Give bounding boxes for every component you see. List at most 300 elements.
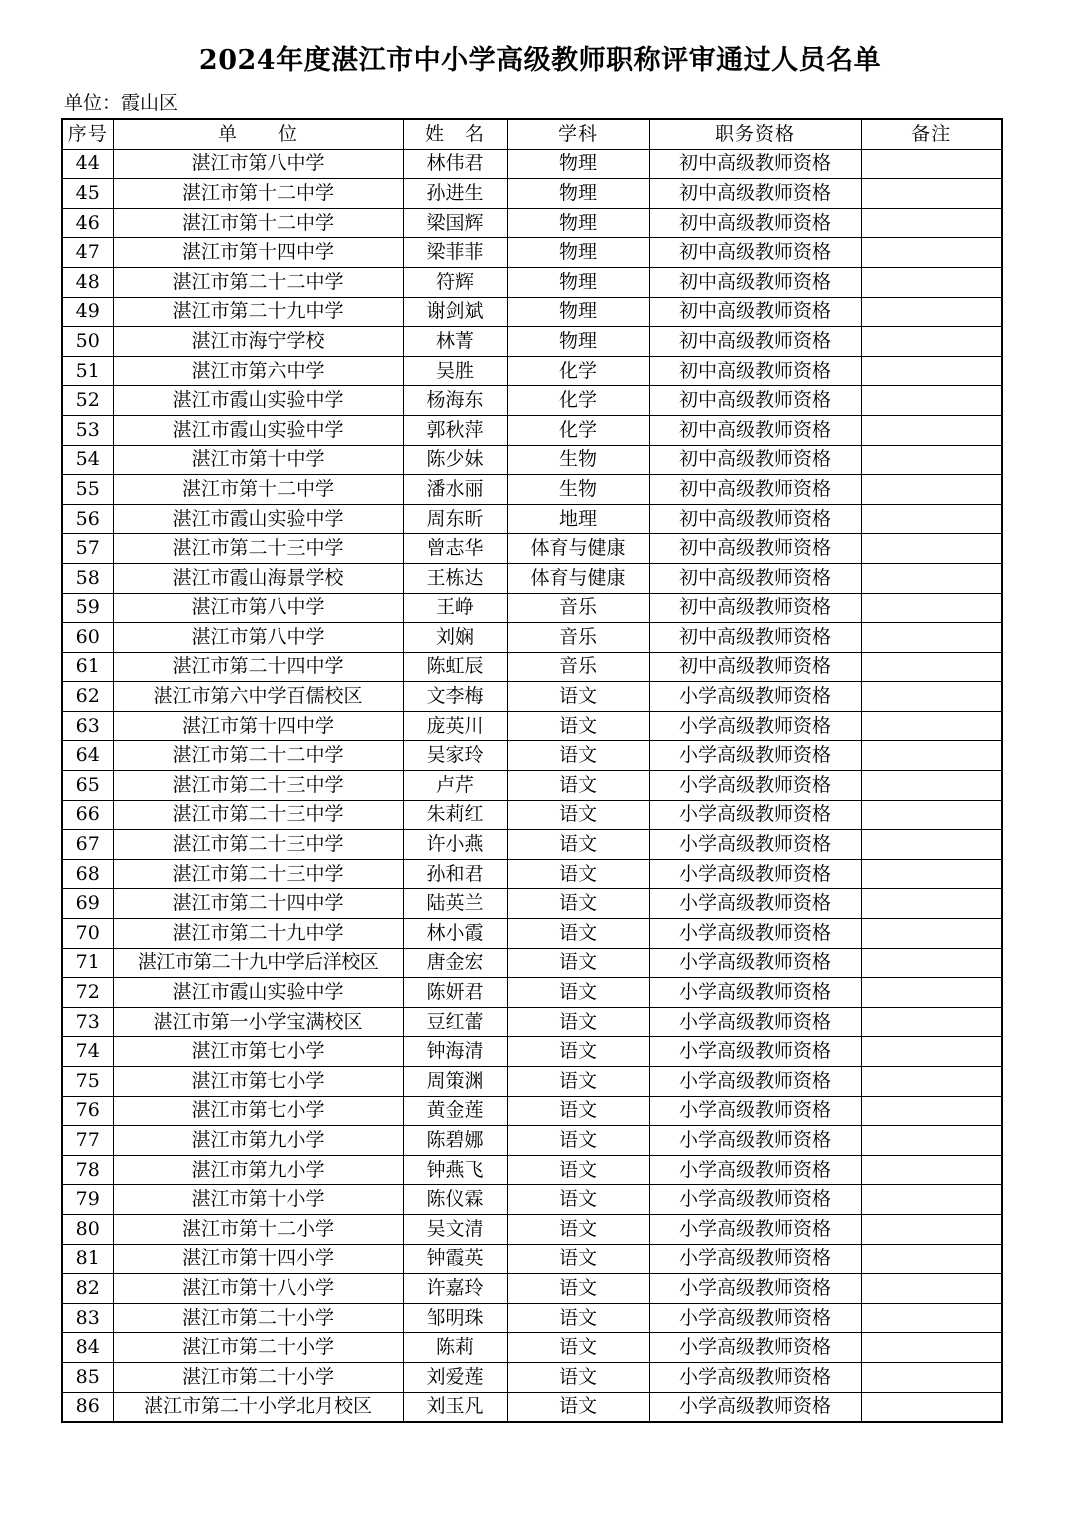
- subject-cell: 音乐: [507, 593, 649, 623]
- name-cell: 许小燕: [403, 830, 507, 860]
- name-cell: 梁国辉: [403, 208, 507, 238]
- note-cell: [861, 534, 1002, 564]
- subject-cell: 语文: [507, 1155, 649, 1185]
- name-cell: 谢剑斌: [403, 297, 507, 327]
- name-cell: 邹明珠: [403, 1303, 507, 1333]
- note-cell: [861, 948, 1002, 978]
- qualification-cell: 初中高级教师资格: [649, 179, 861, 209]
- subject-cell: 语文: [507, 1037, 649, 1067]
- subject-cell: 生物: [507, 475, 649, 505]
- table-row: [62, 415, 1002, 445]
- row-number-cell: 79: [62, 1185, 113, 1215]
- note-cell: [861, 593, 1002, 623]
- qualification-cell: 小学高级教师资格: [649, 800, 861, 830]
- row-number-cell: 68: [62, 859, 113, 889]
- name-cell: 文李梅: [403, 682, 507, 712]
- unit-cell: 湛江市第二十三中学: [113, 534, 403, 564]
- table-row: [62, 711, 1002, 741]
- unit-cell: 湛江市第十八小学: [113, 1274, 403, 1304]
- subject-cell: 物理: [507, 327, 649, 357]
- table-row: [62, 1155, 1002, 1185]
- name-cell: 潘水丽: [403, 475, 507, 505]
- qualification-cell: 初中高级教师资格: [649, 267, 861, 297]
- subject-cell: 语文: [507, 1274, 649, 1304]
- qualification-cell: 初中高级教师资格: [649, 652, 861, 682]
- note-cell: [861, 179, 1002, 209]
- unit-cell: 湛江市霞山实验中学: [113, 978, 403, 1008]
- table-row: [62, 771, 1002, 801]
- note-cell: [861, 1185, 1002, 1215]
- table-row: [62, 445, 1002, 475]
- subject-cell: 语文: [507, 1067, 649, 1097]
- unit-cell: 湛江市第六中学百儒校区: [113, 682, 403, 712]
- unit-cell: 湛江市霞山实验中学: [113, 504, 403, 534]
- note-cell: [861, 238, 1002, 268]
- name-cell: 陈少妹: [403, 445, 507, 475]
- qualification-cell: 初中高级教师资格: [649, 297, 861, 327]
- row-number-cell: 74: [62, 1037, 113, 1067]
- name-cell: 陈妍君: [403, 978, 507, 1008]
- note-cell: [861, 711, 1002, 741]
- row-number-cell: 67: [62, 830, 113, 860]
- name-cell: 刘玉凡: [403, 1392, 507, 1422]
- unit-cell: 湛江市第二十小学: [113, 1333, 403, 1363]
- table-body: [62, 149, 1002, 1422]
- qualification-cell: 初中高级教师资格: [649, 563, 861, 593]
- name-cell: 刘娴: [403, 623, 507, 653]
- unit-cell: 湛江市海宁学校: [113, 327, 403, 357]
- unit-cell: 湛江市第十二中学: [113, 208, 403, 238]
- row-number-cell: 61: [62, 652, 113, 682]
- note-cell: [861, 415, 1002, 445]
- subject-cell: 化学: [507, 386, 649, 416]
- subject-cell: 化学: [507, 415, 649, 445]
- row-number-cell: 48: [62, 267, 113, 297]
- unit-cell: 湛江市第八中学: [113, 149, 403, 179]
- qualification-cell: 小学高级教师资格: [649, 859, 861, 889]
- qualification-cell: 初中高级教师资格: [649, 504, 861, 534]
- table-row: [62, 1392, 1002, 1422]
- unit-cell: 湛江市第二十四中学: [113, 889, 403, 919]
- subject-cell: 语文: [507, 948, 649, 978]
- subject-cell: 物理: [507, 208, 649, 238]
- note-cell: [861, 267, 1002, 297]
- name-cell: 王栋达: [403, 563, 507, 593]
- unit-cell: 湛江市第十四中学: [113, 711, 403, 741]
- row-number-cell: 82: [62, 1274, 113, 1304]
- table-row: [62, 593, 1002, 623]
- subject-cell: 地理: [507, 504, 649, 534]
- unit-cell: 湛江市第十小学: [113, 1185, 403, 1215]
- qualification-cell: 初中高级教师资格: [649, 238, 861, 268]
- name-cell: 孙进生: [403, 179, 507, 209]
- table-row: [62, 830, 1002, 860]
- qualification-cell: 小学高级教师资格: [649, 1155, 861, 1185]
- subject-cell: 物理: [507, 179, 649, 209]
- row-number-cell: 46: [62, 208, 113, 238]
- name-cell: 吴文清: [403, 1214, 507, 1244]
- unit-cell: 湛江市第九小学: [113, 1155, 403, 1185]
- qualification-cell: 小学高级教师资格: [649, 919, 861, 949]
- table-row: [62, 238, 1002, 268]
- unit-cell: 湛江市第六中学: [113, 356, 403, 386]
- qualification-cell: 小学高级教师资格: [649, 978, 861, 1008]
- name-cell: 林伟君: [403, 149, 507, 179]
- name-cell: 钟燕飞: [403, 1155, 507, 1185]
- note-cell: [861, 297, 1002, 327]
- name-cell: 庞英川: [403, 711, 507, 741]
- name-cell: 吴家玲: [403, 741, 507, 771]
- unit-cell: 湛江市第七小学: [113, 1037, 403, 1067]
- table-row: [62, 948, 1002, 978]
- note-cell: [861, 859, 1002, 889]
- note-cell: [861, 682, 1002, 712]
- unit-cell: 湛江市第二十小学北月校区: [113, 1392, 403, 1422]
- unit-cell: 湛江市第七小学: [113, 1096, 403, 1126]
- subject-cell: 语文: [507, 1096, 649, 1126]
- note-cell: [861, 1274, 1002, 1304]
- name-cell: 朱莉红: [403, 800, 507, 830]
- name-cell: 郭秋萍: [403, 415, 507, 445]
- row-number-cell: 86: [62, 1392, 113, 1422]
- note-cell: [861, 1126, 1002, 1156]
- qualification-cell: 小学高级教师资格: [649, 1244, 861, 1274]
- table-row: [62, 208, 1002, 238]
- note-cell: [861, 623, 1002, 653]
- note-cell: [861, 1155, 1002, 1185]
- name-cell: 周策渊: [403, 1067, 507, 1097]
- qualification-cell: 初中高级教师资格: [649, 475, 861, 505]
- name-cell: 卢芹: [403, 771, 507, 801]
- subject-cell: 语文: [507, 1007, 649, 1037]
- name-cell: 孙和君: [403, 859, 507, 889]
- unit-cell: 湛江市第二十二中学: [113, 267, 403, 297]
- name-cell: 钟海清: [403, 1037, 507, 1067]
- unit-cell: 湛江市第九小学: [113, 1126, 403, 1156]
- subject-cell: 化学: [507, 356, 649, 386]
- qualification-cell: 初中高级教师资格: [649, 356, 861, 386]
- subject-cell: 语文: [507, 711, 649, 741]
- qualification-cell: 初中高级教师资格: [649, 327, 861, 357]
- unit-cell: 湛江市第二十二中学: [113, 741, 403, 771]
- unit-cell: 湛江市第二十九中学后洋校区: [113, 948, 403, 978]
- row-number-cell: 76: [62, 1096, 113, 1126]
- name-cell: 林小霞: [403, 919, 507, 949]
- table-row: [62, 1244, 1002, 1274]
- row-number-cell: 75: [62, 1067, 113, 1097]
- row-number-cell: 72: [62, 978, 113, 1008]
- row-number-cell: 58: [62, 563, 113, 593]
- subject-cell: 语文: [507, 1362, 649, 1392]
- unit-cell: 湛江市第十二中学: [113, 475, 403, 505]
- name-cell: 梁菲菲: [403, 238, 507, 268]
- table-row: [62, 1067, 1002, 1097]
- row-number-cell: 45: [62, 179, 113, 209]
- name-cell: 林菁: [403, 327, 507, 357]
- qualification-cell: 小学高级教师资格: [649, 1214, 861, 1244]
- table-row: [62, 1126, 1002, 1156]
- subject-cell: 语文: [507, 741, 649, 771]
- qualification-cell: 小学高级教师资格: [649, 1126, 861, 1156]
- unit-cell: 湛江市第八中学: [113, 593, 403, 623]
- qualification-cell: 小学高级教师资格: [649, 1333, 861, 1363]
- note-cell: [861, 208, 1002, 238]
- name-cell: 吴胜: [403, 356, 507, 386]
- subject-cell: 物理: [507, 238, 649, 268]
- qualification-cell: 小学高级教师资格: [649, 1096, 861, 1126]
- unit-cell: 湛江市第十二小学: [113, 1214, 403, 1244]
- unit-cell: 湛江市第十中学: [113, 445, 403, 475]
- subject-cell: 语文: [507, 978, 649, 1008]
- row-number-cell: 59: [62, 593, 113, 623]
- note-cell: [861, 978, 1002, 1008]
- note-cell: [861, 149, 1002, 179]
- table-row: [62, 859, 1002, 889]
- qualification-cell: 小学高级教师资格: [649, 771, 861, 801]
- table-row: [62, 563, 1002, 593]
- header-qualification: 职务资格: [649, 119, 861, 149]
- qualification-cell: 初中高级教师资格: [649, 445, 861, 475]
- qualification-cell: 小学高级教师资格: [649, 1303, 861, 1333]
- row-number-cell: 63: [62, 711, 113, 741]
- row-number-cell: 71: [62, 948, 113, 978]
- table-row: [62, 623, 1002, 653]
- table-row: [62, 1185, 1002, 1215]
- subject-cell: 物理: [507, 149, 649, 179]
- row-number-cell: 60: [62, 623, 113, 653]
- unit-cell: 湛江市霞山海景学校: [113, 563, 403, 593]
- subject-cell: 体育与健康: [507, 563, 649, 593]
- table-header: [62, 119, 1002, 149]
- qualification-cell: 小学高级教师资格: [649, 1037, 861, 1067]
- name-cell: 陈仪霖: [403, 1185, 507, 1215]
- header-row: [62, 119, 1002, 149]
- table-row: [62, 1333, 1002, 1363]
- qualification-cell: 小学高级教师资格: [649, 1007, 861, 1037]
- note-cell: [861, 830, 1002, 860]
- row-number-cell: 47: [62, 238, 113, 268]
- subject-cell: 语文: [507, 859, 649, 889]
- note-cell: [861, 1096, 1002, 1126]
- header-note: 备注: [861, 119, 1002, 149]
- header-no: 序号: [62, 119, 113, 149]
- table-row: [62, 978, 1002, 1008]
- qualification-cell: 小学高级教师资格: [649, 948, 861, 978]
- row-number-cell: 84: [62, 1333, 113, 1363]
- note-cell: [861, 1037, 1002, 1067]
- qualification-cell: 小学高级教师资格: [649, 741, 861, 771]
- table-row: [62, 800, 1002, 830]
- note-cell: [861, 1362, 1002, 1392]
- row-number-cell: 66: [62, 800, 113, 830]
- subject-cell: 物理: [507, 267, 649, 297]
- subject-cell: 语文: [507, 1126, 649, 1156]
- unit-cell: 湛江市第二十三中学: [113, 830, 403, 860]
- table-row: [62, 327, 1002, 357]
- row-number-cell: 56: [62, 504, 113, 534]
- unit-cell: 湛江市第二十九中学: [113, 297, 403, 327]
- unit-cell: 湛江市第二十小学: [113, 1362, 403, 1392]
- row-number-cell: 55: [62, 475, 113, 505]
- qualification-cell: 初中高级教师资格: [649, 386, 861, 416]
- name-cell: 黄金莲: [403, 1096, 507, 1126]
- subject-cell: 音乐: [507, 623, 649, 653]
- name-cell: 符辉: [403, 267, 507, 297]
- note-cell: [861, 800, 1002, 830]
- subject-cell: 音乐: [507, 652, 649, 682]
- row-number-cell: 85: [62, 1362, 113, 1392]
- subject-cell: 语文: [507, 800, 649, 830]
- table-row: [62, 149, 1002, 179]
- table-row: [62, 1037, 1002, 1067]
- name-cell: 陆英兰: [403, 889, 507, 919]
- header-unit: 单 位: [113, 119, 403, 149]
- unit-cell: 湛江市第七小学: [113, 1067, 403, 1097]
- table-row: [62, 741, 1002, 771]
- row-number-cell: 78: [62, 1155, 113, 1185]
- subject-cell: 语文: [507, 919, 649, 949]
- qualification-cell: 初中高级教师资格: [649, 593, 861, 623]
- note-cell: [861, 1392, 1002, 1422]
- name-cell: 豆红蕾: [403, 1007, 507, 1037]
- subject-cell: 语文: [507, 1392, 649, 1422]
- qualification-cell: 初中高级教师资格: [649, 415, 861, 445]
- row-number-cell: 69: [62, 889, 113, 919]
- note-cell: [861, 356, 1002, 386]
- note-cell: [861, 652, 1002, 682]
- row-number-cell: 80: [62, 1214, 113, 1244]
- note-cell: [861, 386, 1002, 416]
- subject-cell: 语文: [507, 1214, 649, 1244]
- table-row: [62, 1007, 1002, 1037]
- note-cell: [861, 504, 1002, 534]
- unit-cell: 湛江市第十四小学: [113, 1244, 403, 1274]
- name-cell: 刘爱莲: [403, 1362, 507, 1392]
- unit-cell: 湛江市第二十三中学: [113, 771, 403, 801]
- table-row: [62, 267, 1002, 297]
- subject-cell: 语文: [507, 1244, 649, 1274]
- subject-cell: 语文: [507, 682, 649, 712]
- row-number-cell: 65: [62, 771, 113, 801]
- unit-cell: 湛江市第十四中学: [113, 238, 403, 268]
- subject-cell: 语文: [507, 1333, 649, 1363]
- subject-cell: 生物: [507, 445, 649, 475]
- row-number-cell: 77: [62, 1126, 113, 1156]
- note-cell: [861, 445, 1002, 475]
- unit-cell: 湛江市第八中学: [113, 623, 403, 653]
- name-cell: 唐金宏: [403, 948, 507, 978]
- table-row: [62, 1303, 1002, 1333]
- row-number-cell: 57: [62, 534, 113, 564]
- name-cell: 王峥: [403, 593, 507, 623]
- table-row: [62, 297, 1002, 327]
- qualification-cell: 小学高级教师资格: [649, 830, 861, 860]
- table-row: [62, 179, 1002, 209]
- table-row: [62, 682, 1002, 712]
- row-number-cell: 51: [62, 356, 113, 386]
- table-row: [62, 1274, 1002, 1304]
- subject-cell: 物理: [507, 297, 649, 327]
- unit-cell: 湛江市第十二中学: [113, 179, 403, 209]
- row-number-cell: 54: [62, 445, 113, 475]
- subject-cell: 体育与健康: [507, 534, 649, 564]
- qualification-cell: 小学高级教师资格: [649, 1067, 861, 1097]
- unit-cell: 湛江市第二十四中学: [113, 652, 403, 682]
- subject-cell: 语文: [507, 1185, 649, 1215]
- note-cell: [861, 563, 1002, 593]
- note-cell: [861, 475, 1002, 505]
- unit-cell: 湛江市第二十三中学: [113, 800, 403, 830]
- row-number-cell: 49: [62, 297, 113, 327]
- note-cell: [861, 889, 1002, 919]
- page-title: 2024年度湛江市中小学高级教师职称评审通过人员名单: [198, 45, 882, 76]
- note-cell: [861, 919, 1002, 949]
- table-row: [62, 1214, 1002, 1244]
- subject-cell: 语文: [507, 830, 649, 860]
- qualification-cell: 小学高级教师资格: [649, 682, 861, 712]
- note-cell: [861, 741, 1002, 771]
- name-cell: 钟霞英: [403, 1244, 507, 1274]
- qualification-cell: 初中高级教师资格: [649, 623, 861, 653]
- row-number-cell: 64: [62, 741, 113, 771]
- unit-cell: 湛江市第二十小学: [113, 1303, 403, 1333]
- row-number-cell: 53: [62, 415, 113, 445]
- name-cell: 许嘉玲: [403, 1274, 507, 1304]
- name-cell: 陈虹辰: [403, 652, 507, 682]
- qualification-cell: 小学高级教师资格: [649, 889, 861, 919]
- name-cell: 周东昕: [403, 504, 507, 534]
- unit-cell: 湛江市第二十三中学: [113, 859, 403, 889]
- table-row: [62, 534, 1002, 564]
- qualification-cell: 小学高级教师资格: [649, 1392, 861, 1422]
- table-row: [62, 1362, 1002, 1392]
- note-cell: [861, 1333, 1002, 1363]
- qualification-cell: 小学高级教师资格: [649, 1185, 861, 1215]
- qualification-cell: 小学高级教师资格: [649, 1362, 861, 1392]
- table-row: [62, 475, 1002, 505]
- note-cell: [861, 771, 1002, 801]
- subject-cell: 语文: [507, 1303, 649, 1333]
- unit-cell: 湛江市第一小学宝满校区: [113, 1007, 403, 1037]
- qualification-cell: 小学高级教师资格: [649, 1274, 861, 1304]
- row-number-cell: 44: [62, 149, 113, 179]
- header-name: 姓 名: [403, 119, 507, 149]
- table-row: [62, 356, 1002, 386]
- name-cell: 陈碧娜: [403, 1126, 507, 1156]
- note-cell: [861, 1067, 1002, 1097]
- unit-cell: 湛江市霞山实验中学: [113, 386, 403, 416]
- qualification-cell: 初中高级教师资格: [649, 534, 861, 564]
- table-row: [62, 386, 1002, 416]
- unit-label: 单位：霞山区: [64, 92, 179, 114]
- note-cell: [861, 1214, 1002, 1244]
- row-number-cell: 50: [62, 327, 113, 357]
- row-number-cell: 52: [62, 386, 113, 416]
- row-number-cell: 62: [62, 682, 113, 712]
- unit-cell: 湛江市第二十九中学: [113, 919, 403, 949]
- note-cell: [861, 1244, 1002, 1274]
- row-number-cell: 83: [62, 1303, 113, 1333]
- name-cell: 杨海东: [403, 386, 507, 416]
- subject-cell: 语文: [507, 889, 649, 919]
- note-cell: [861, 1303, 1002, 1333]
- table-row: [62, 919, 1002, 949]
- row-number-cell: 81: [62, 1244, 113, 1274]
- qualification-cell: 小学高级教师资格: [649, 711, 861, 741]
- subject-cell: 语文: [507, 771, 649, 801]
- note-cell: [861, 1007, 1002, 1037]
- unit-cell: 湛江市霞山实验中学: [113, 415, 403, 445]
